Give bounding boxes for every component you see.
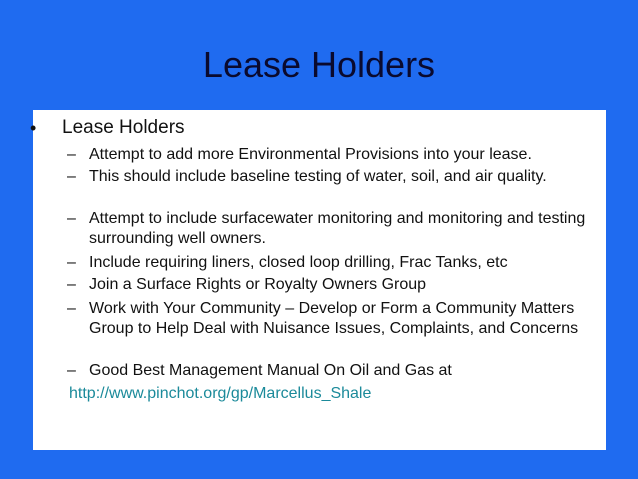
sub-item-text: Good Best Management Manual On Oil and Gas at <box>89 362 452 379</box>
main-bullet-label: Lease Holders <box>62 117 185 138</box>
sub-item-text: Include requiring liners, closed loop drilling, Frac Tanks, etc <box>89 254 508 271</box>
dash-marker: – <box>67 362 76 379</box>
sub-item-text: Attempt to add more Environmental Provisions into your lease. <box>89 146 532 163</box>
reference-link[interactable]: http://www.pinchot.org/gp/Marcellus_Shale <box>69 385 372 402</box>
dash-marker: – <box>67 254 76 271</box>
bullet-marker: • <box>30 118 37 138</box>
sub-item-text: Attempt to include surfacewater monitoring and monitoring and testing surrounding well owners. <box>89 210 586 247</box>
slide-title: Lease Holders <box>202 44 436 85</box>
dash-marker: – <box>67 276 76 293</box>
sub-item-text: Join a Surface Rights or Royalty Owners Group <box>89 276 427 293</box>
dash-marker: – <box>67 210 76 227</box>
dash-marker: – <box>67 168 76 185</box>
dash-marker: – <box>67 300 76 317</box>
dash-marker: – <box>67 146 76 163</box>
sub-item-text: This should include baseline testing of water, soil, and air quality. <box>89 168 547 185</box>
sub-item-text: Work with Your Community – Develop or Form a Community Matters Group to Help Deal with Nuisance Issues, Complaints, and Concerns <box>89 300 579 337</box>
